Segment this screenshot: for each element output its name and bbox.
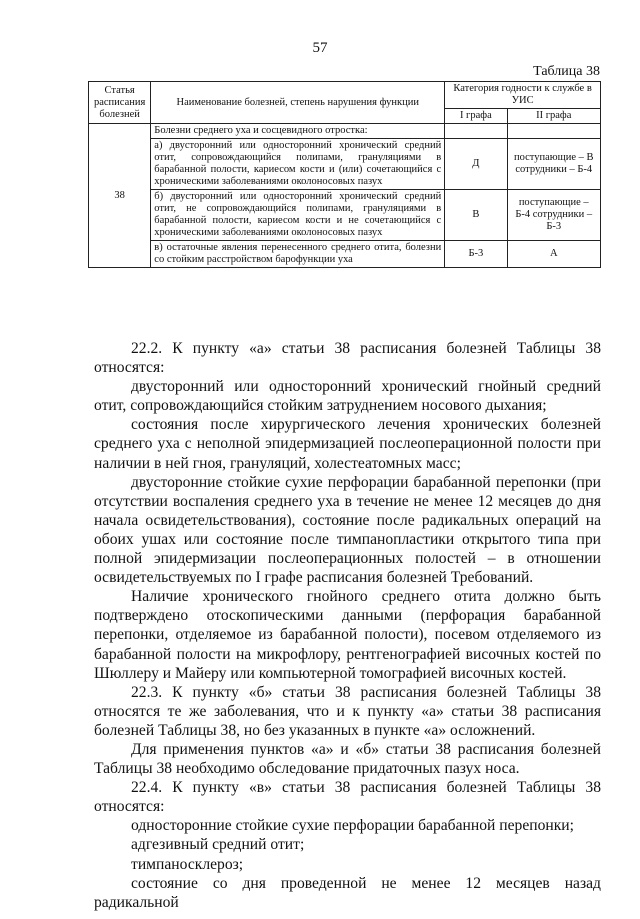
paragraph: двусторонние стойкие сухие перфорации барабанной перепонки (при отсутствии воспаления среднего уха в течение не менее 12 месяцев до дня начала освидетельствования), состояние после радикальных операций на обоих ушах или состояние после тимпанопластики открытого типа при полной эпидермизации послеоперационных полостей – в отношении освидетельствуемых по I графе расписания болезней Требований.	[94, 473, 601, 587]
header-category: Категория годности к службе в УИС	[445, 82, 601, 109]
diseases-schedule-table	[88, 81, 601, 268]
category-graph-1: В	[445, 190, 507, 241]
category-graph-2: поступающие – Б-4 сотрудники – Б-3	[507, 190, 601, 241]
header-article: Статья расписания болезней	[89, 82, 151, 124]
paragraph: односторонние стойкие сухие перфорации барабанной перепонки;	[131, 817, 574, 835]
article-number: 38	[89, 124, 151, 268]
paragraph: Наличие хронического гнойного среднего отита должно быть подтверждено отоскопическими данными (перфорация барабанной перепонки, отделяемое из барабанной полости), посевом отделяемого из барабанной полости на микрофлору, рентгенографией височных костей по Шюллеру и Майеру или компьютерной томографией височных костей.	[94, 588, 601, 682]
body-text	[94, 339, 601, 912]
empty-cell	[445, 124, 507, 139]
disease-item-c: в) остаточные явления перенесенного среднего отита, болезни со стойким расстройством барофункции уха	[151, 241, 445, 268]
category-graph-1: Д	[445, 139, 507, 190]
paragraph: 22.3. К пункту «б» статьи 38 расписания болезней Таблицы 38 относятся те же заболевания, что и к пункту «а» статьи 38 расписания болезней Таблицы 38, но без указанных в пункте «а» осложнений.	[94, 683, 601, 739]
disease-item-a: а) двусторонний или односторонний хронический средний отит, сопровождающийся полипами, грануляциями в барабанной полости, кариесом кости и (или) сочетающийся с хроническими заболеваниями околоносовых пазух	[151, 139, 445, 190]
empty-cell	[507, 124, 601, 139]
table-row	[89, 139, 601, 190]
category-graph-2: А	[507, 241, 601, 268]
disease-item-b: б) двусторонний или односторонний хронический средний отит, не сопровождающийся полипами, грануляциями в барабанной полости, кариесом кости и не сочетающийся с хроническими заболеваниями околоносовых пазух	[151, 190, 445, 241]
paragraph: 22.2. К пункту «а» статьи 38 расписания болезней Таблицы 38 относятся:	[94, 340, 601, 377]
table-row	[89, 241, 601, 268]
table-label: Таблица 38	[533, 64, 600, 79]
paragraph: тимпаносклероз;	[131, 855, 244, 873]
paragraph: состояние со дня проведенной не менее 12 месяцев назад радикальной	[94, 874, 601, 911]
header-graph-1: I графа	[445, 109, 507, 124]
group-title: Болезни среднего уха и сосцевидного отростка:	[151, 124, 445, 139]
paragraph: Для применения пунктов «а» и «б» статьи 38 расписания болезней Таблицы 38 необходимо обследование придаточных пазух носа.	[94, 740, 601, 778]
header-disease-name: Наименование болезней, степень нарушения функции	[151, 82, 445, 124]
table-row	[89, 190, 601, 241]
header-graph-2: II графа	[507, 109, 601, 124]
table-group-row	[89, 124, 601, 139]
paragraph: состояния после хирургического лечения хронических болезней среднего уха с неполной эпидермизацией послеоперационной полости при наличии в ней гноя, грануляций, холестеатомных масс;	[94, 416, 601, 472]
paragraph: двусторонний или односторонний хронический гнойный средний отит, сопровождающийся стойким затруднением носового дыхания;	[94, 378, 601, 415]
category-graph-1: Б-3	[445, 241, 507, 268]
paragraph: 22.4. К пункту «в» статьи 38 расписания болезней Таблицы 38 относятся:	[94, 779, 601, 816]
paragraph: адгезивный средний отит;	[131, 836, 305, 854]
category-graph-2: поступающие – В сотрудники – Б-4	[507, 139, 601, 190]
page-number: 57	[312, 40, 328, 56]
table-header-row	[89, 82, 601, 109]
